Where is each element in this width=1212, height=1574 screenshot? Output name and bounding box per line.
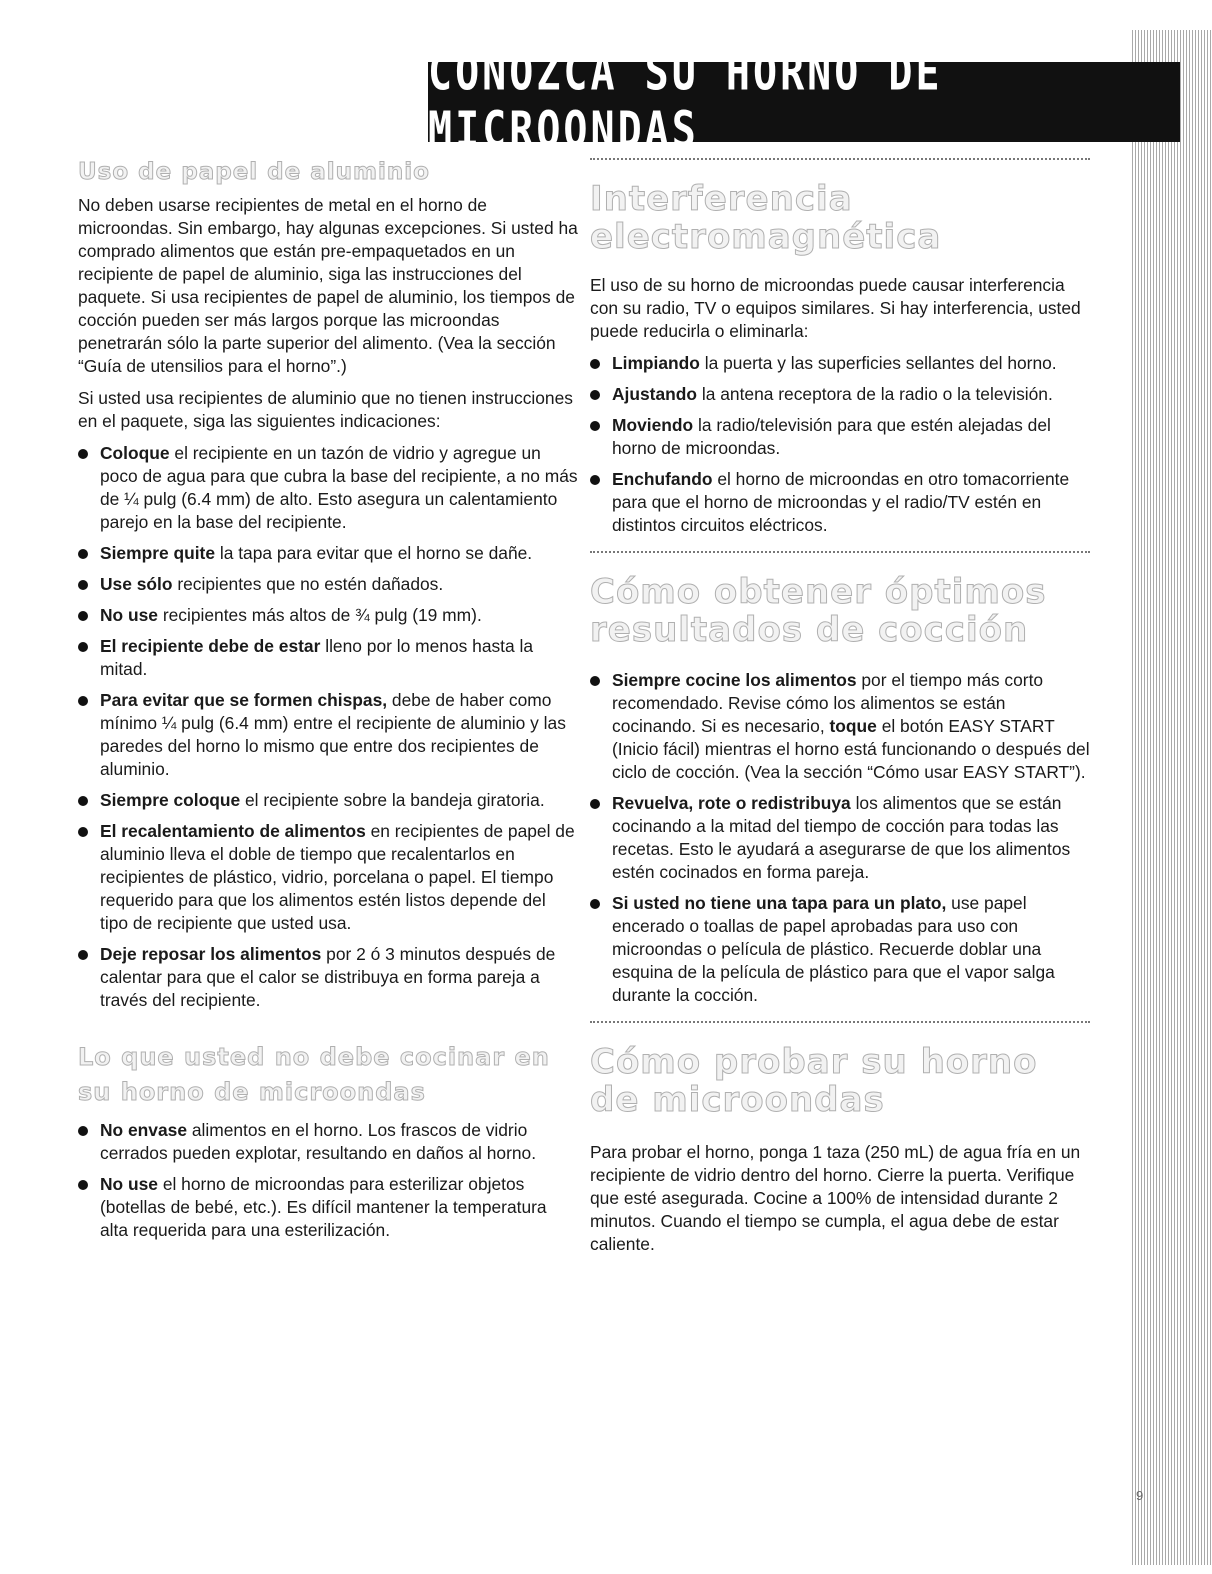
list-item: Enchufando el horno de microondas en otro tomacorriente para que el horno de microondas y el radio/TV estén en distintos circuitos eléctricos. xyxy=(590,468,1090,537)
list-item: Ajustando la antena receptora de la radio o la televisión. xyxy=(590,383,1090,406)
resultados-list xyxy=(590,669,1090,1007)
bullet-icon xyxy=(78,449,88,459)
bullet-icon xyxy=(78,549,88,559)
bullet-icon xyxy=(78,827,88,837)
bullet-icon xyxy=(78,1180,88,1190)
bullet-icon xyxy=(590,421,600,431)
list-item: Siempre quite la tapa para evitar que el horno se dañe. xyxy=(78,542,578,565)
aluminio-list xyxy=(78,442,578,1012)
list-item: Moviendo la radio/televisión para que estén alejadas del horno de microondas. xyxy=(590,414,1090,460)
bullet-icon xyxy=(590,359,600,369)
paragraph: No deben usarse recipientes de metal en el horno de microondas. Sin embargo, hay algunas excepciones. Si usted ha comprado alimentos que están pre-empaquetados en un recipiente de papel de aluminio, siga las instrucciones del paquete. Si usa recipientes de papel de aluminio, los tiempos de cocción pueden ser más largos porque las microondas penetrarán sólo la parte superior del alimento. (Vea la sección “Guía de utensilios para el horno”.) xyxy=(78,194,578,376)
heading-interferencia: Interferencia electromagnética xyxy=(590,179,942,258)
right-column xyxy=(590,158,1090,1265)
section-divider xyxy=(590,1021,1090,1023)
heading-resultados: Cómo obtener óptimos resultados de cocción xyxy=(590,572,1047,651)
paragraph: Si usted usa recipientes de aluminio que no tienen instrucciones en el paquete, siga las siguientes indicaciones: xyxy=(78,387,573,431)
bullet-icon xyxy=(590,390,600,400)
list-item: Use sólo recipientes que no estén dañados. xyxy=(78,573,578,596)
list-item: El recalentamiento de alimentos en recipientes de papel de aluminio lleva el doble de tiempo que recalentarlos en recipientes de plástico, vidrio, porcelana o papel. El tiempo requerido para que los alimentos estén listos depende del tipo de recipiente que usted usa. xyxy=(78,820,578,935)
bullet-icon xyxy=(590,475,600,485)
bullet-icon xyxy=(78,580,88,590)
list-item: El recipiente debe de estar lleno por lo menos hasta la mitad. xyxy=(78,635,578,681)
paragraph: Para probar el horno, ponga 1 taza (250 mL) de agua fría en un recipiente de vidrio dentro del horno. Cierre la puerta. Verifique que esté asegurada. Cocine a 100% de intensidad durante 2 minutos. Cuando el tiempo se cumpla, el agua debe de estar caliente. xyxy=(590,1142,1081,1255)
section-divider xyxy=(590,551,1090,553)
decorative-edge-pattern xyxy=(1132,30,1212,1565)
bullet-icon xyxy=(590,799,600,809)
list-item: No use el horno de microondas para esterilizar objetos (botellas de bebé, etc.). Es difícil mantener la temperatura alta requerida para una esterilización. xyxy=(78,1173,578,1242)
heading-no-cocinar: Lo que usted no debe cocinar en su horno de microondas xyxy=(78,1042,550,1106)
interferencia-list xyxy=(590,352,1090,537)
list-item: Deje reposar los alimentos por 2 ó 3 minutos después de calentar para que el calor se distribuya en forma pareja a través del recipiente. xyxy=(78,943,578,1012)
list-item: No use recipientes más altos de ¾ pulg (19 mm). xyxy=(78,604,578,627)
list-item: Si usted no tiene una tapa para un plato, use papel encerado o toallas de papel aprobadas para uso con microondas o película de plástico. Recuerde doblar una esquina de la película de plástico para que el vapor salga durante la cocción. xyxy=(590,892,1090,1007)
heading-probar: Cómo probar su horno de microondas xyxy=(590,1042,1038,1121)
page-number: 9 xyxy=(1136,1488,1144,1503)
left-column xyxy=(78,160,578,1250)
bullet-icon xyxy=(78,611,88,621)
page-header-bar xyxy=(428,44,1180,160)
list-item: Siempre coloque el recipiente sobre la bandeja giratoria. xyxy=(78,789,578,812)
list-item: Limpiando la puerta y las superficies sellantes del horno. xyxy=(590,352,1090,375)
list-item: Revuelva, rote o redistribuya los alimentos que se están cocinando a la mitad del tiempo de cocción para todas las recetas. Esto le ayudará a asegurarse de que los alimentos estén cocinados en forma pareja. xyxy=(590,792,1090,884)
bullet-icon xyxy=(78,1126,88,1136)
list-item: Siempre cocine los alimentos por el tiempo más corto recomendado. Revise cómo los alimentos se están cocinando. Si es necesario, toque el botón EASY START (Inicio fácil) mientras el horno está funcionando o después del ciclo de cocción. (Vea la sección “Cómo usar EASY START”). xyxy=(590,669,1090,784)
heading-aluminio: Uso de papel de aluminio xyxy=(78,159,430,185)
no-cocinar-list xyxy=(78,1119,578,1242)
page-title: CONOZCA SU HORNO DE MICROONDAS xyxy=(428,44,943,160)
bullet-icon xyxy=(78,696,88,706)
list-item: Coloque el recipiente en un tazón de vidrio y agregue un poco de agua para que cubra la base del recipiente, a no más de ¼ pulg (6.4 mm) de alto. Esto asegura un calentamiento parejo en la base del recipiente. xyxy=(78,442,578,534)
list-item: Para evitar que se formen chispas, debe de haber como mínimo ¼ pulg (6.4 mm) entre el recipiente de aluminio y las paredes del horno lo mismo que entre dos recipientes de aluminio. xyxy=(78,689,578,781)
bullet-icon xyxy=(78,796,88,806)
bullet-icon xyxy=(78,642,88,652)
list-item: No envase alimentos en el horno. Los frascos de vidrio cerrados pueden explotar, resultando en daños al horno. xyxy=(78,1119,578,1165)
section-divider xyxy=(590,158,1090,160)
bullet-icon xyxy=(78,950,88,960)
bullet-icon xyxy=(590,676,600,686)
paragraph: El uso de su horno de microondas puede causar interferencia con su radio, TV o equipos similares. Si hay interferencia, usted puede reducirla o eliminarla: xyxy=(590,275,1081,342)
bullet-icon xyxy=(590,899,600,909)
